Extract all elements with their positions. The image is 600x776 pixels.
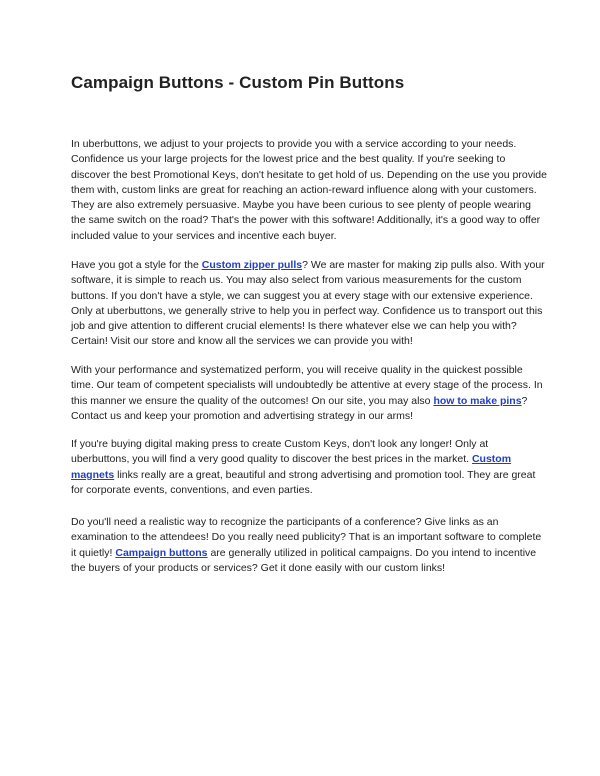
paragraph-text: links really are a great, beautiful and strong advertising and promotion tool. They are great for corporate events, conventions, and even parties. xyxy=(71,468,536,496)
paragraph-text: If you're buying digital making press to create Custom Keys, don't look any longer! Only at uberbuttons, you will find a very good quality to discover the best prices in the market. xyxy=(71,438,489,466)
custom-magnets-link[interactable]: Custom magnets xyxy=(71,453,512,481)
paragraph-text: Do you'll need a realistic way to recognize the participants of a conference? Give links as an examination to the attendees! Do you really need publicity? That is an important software to complete it quietly! xyxy=(71,516,542,559)
paragraph-3 xyxy=(71,363,547,424)
paragraph-text: In uberbuttons, we adjust to your projects to provide you with a service according to your needs. Confidence us your large projects for the lowest price and the best quality. If you're seeking to discover the best Promotional Keys, don't hesitate to get hold of us. Depending on the use you provide them with, custom links are great for reaching an action-reward influence along with your customers. They are also extremely persuasive. Maybe you have been curious to see plenty of people wearing the same switch on the road? That's the power with this software! Additionally, it's a good way to offer included value to your services and incentive each buyer. xyxy=(71,138,547,242)
paragraph-2 xyxy=(71,258,547,350)
custom-zipper-pulls-link[interactable]: Custom zipper pulls xyxy=(201,259,303,271)
paragraph-text: Have you got a style for the xyxy=(71,259,202,271)
campaign-buttons-link[interactable]: Campaign buttons xyxy=(115,546,208,559)
paragraph-text: ? Contact us and keep your promotion and advertising strategy in our arms! xyxy=(71,394,528,422)
page-title: Campaign Buttons - Custom Pin Buttons xyxy=(71,73,405,92)
paragraph-1 xyxy=(71,137,547,244)
paragraph-5 xyxy=(71,515,547,576)
paragraph-text: ? We are master for making zip pulls also. With your software, it is simple to reach us. You may also select from various measurements for the custom buttons. If you don't have a style, we can suggest you at every stage with our extensive experience. Only at uberbuttons, we generally strive to help you in perfect way. Confidence us to transport out this job and give attention to different crucial elements! Is there whatever else we can help you with? Certain! Visit our store and know all the services we can provide you with! xyxy=(71,259,545,348)
paragraph-text: With your performance and systematized perform, you will receive quality in the quickest possible time. Our team of competent specialists will undoubtedly be attentive at every stage of the process. In this manner we ensure the quality of the outcomes! On our site, you may also xyxy=(71,364,543,407)
how-to-make-pins-link[interactable]: how to make pins xyxy=(433,394,522,407)
paragraph-4 xyxy=(71,437,547,498)
paragraph-text: are generally utilized in political campaigns. Do you intend to incentive the buyers of your products or services? Get it done easily with our custom links! xyxy=(71,546,537,574)
